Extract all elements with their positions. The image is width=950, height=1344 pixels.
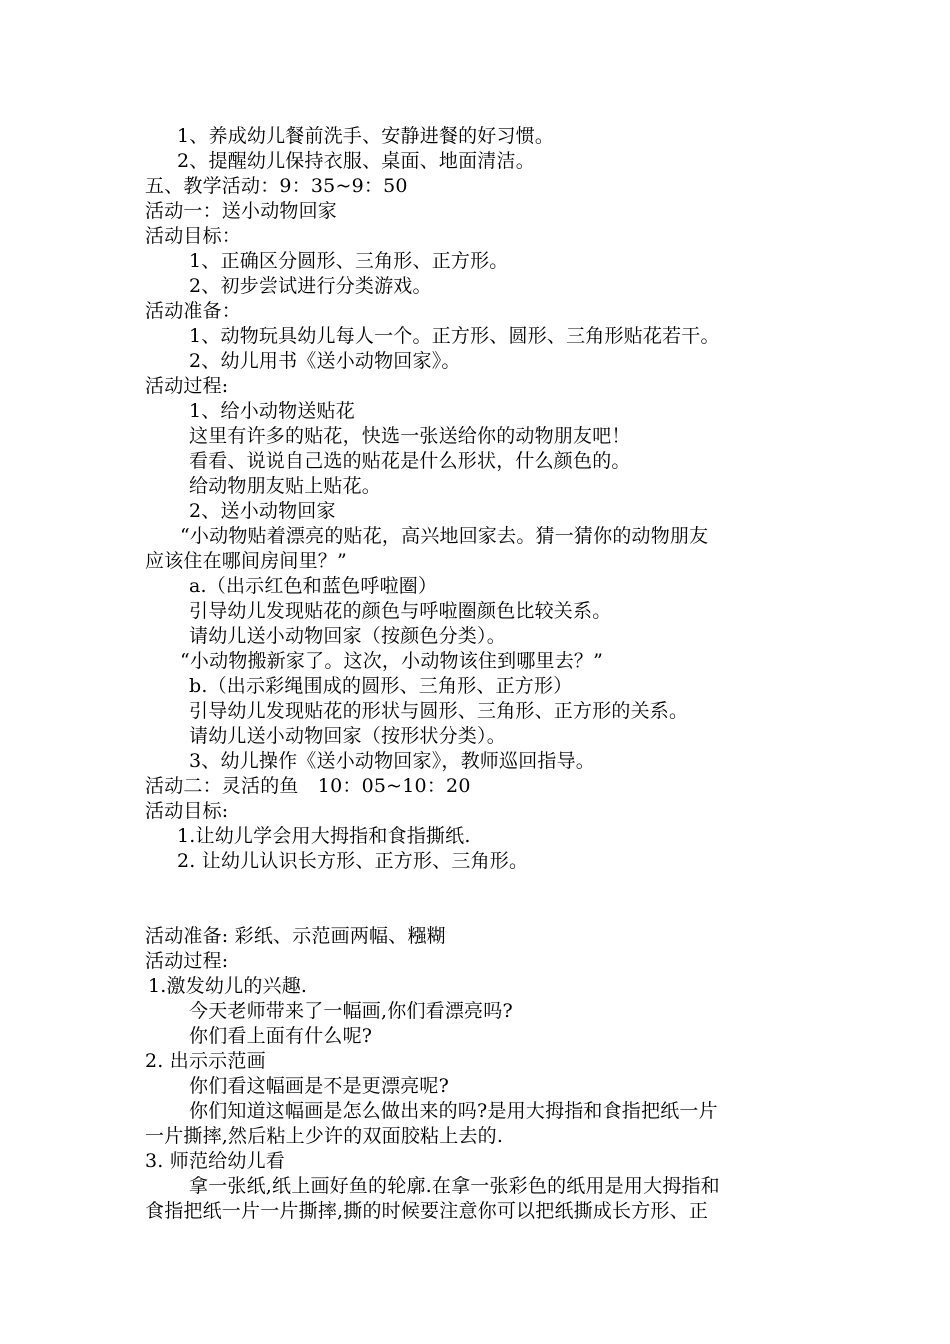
text-line: 1、养成幼儿餐前洗手、安静进餐的好习惯。 — [177, 125, 555, 147]
section-heading: 五、教学活动：9：35~9：50 — [145, 175, 408, 197]
text-line: 2、初步尝试进行分类游戏。 — [189, 275, 432, 297]
text-line: 2. 出示示范画 — [145, 1050, 266, 1072]
text-line: 3、幼儿操作《送小动物回家》，教师巡回指导。 — [189, 750, 595, 772]
text-line: 你们看这幅画是不是更漂亮呢? — [189, 1075, 449, 1097]
text-line: 3. 师范给幼儿看 — [145, 1150, 285, 1172]
text-line: 1、给小动物送贴花 — [189, 400, 355, 422]
text-line: 你们看上面有什么呢? — [189, 1025, 373, 1047]
subheading: 活动过程: — [145, 950, 229, 972]
subheading: 活动过程: — [145, 375, 229, 397]
text-line: 引导幼儿发现贴花的形状与圆形、三角形、正方形的关系。 — [189, 700, 689, 722]
activity-title: 活动一：送小动物回家 — [145, 200, 338, 222]
activity-title: 活动二：灵活的鱼 10：05~10：20 — [145, 775, 471, 797]
subheading: 活动目标： — [145, 225, 242, 247]
text-line: 1、动物玩具幼儿每人一个。正方形、圆形、三角形贴花若干。 — [189, 325, 720, 347]
text-line: 食指把纸一片一片撕摔,撕的时候要注意你可以把纸撕成长方形、正 — [145, 1200, 709, 1222]
text-line: 2、提醒幼儿保持衣服、桌面、地面清洁。 — [177, 150, 535, 172]
text-line: 2、送小动物回家 — [189, 500, 336, 522]
text-line: “小动物贴着漂亮的贴花，高兴地回家去。猜一猜你的动物朋友 — [180, 525, 709, 547]
text-line: 今天老师带来了一幅画,你们看漂亮吗? — [189, 1000, 513, 1022]
subheading: 活动目标: — [145, 800, 229, 822]
text-line: 这里有许多的贴花，快选一张送给你的动物朋友吧！ — [189, 425, 631, 447]
text-line: 请幼儿送小动物回家（按形状分类）。 — [189, 725, 506, 747]
text-line: 给动物朋友贴上贴花。 — [189, 475, 382, 497]
text-line: 应该住在哪间房间里？” — [145, 550, 347, 572]
text-line: 看看、说说自己选的贴花是什么形状，什么颜色的。 — [189, 450, 631, 472]
text-line: 1.让幼儿学会用大拇指和食指撕纸. — [177, 825, 471, 847]
subheading: 活动准备： — [145, 300, 242, 322]
text-line: 2. 让幼儿认识长方形、正方形、三角形。 — [177, 850, 529, 872]
text-line: “小动物搬新家了。这次，小动物该住到哪里去？” — [180, 650, 604, 672]
text-line: 一片撕摔,然后粘上少许的双面胶粘上去的. — [145, 1125, 504, 1147]
text-line: 你们知道这幅画是怎么做出来的吗?是用大拇指和食指把纸一片 — [189, 1100, 718, 1122]
subheading: 活动准备: 彩纸、示范画两幅、糨糊 — [145, 925, 446, 947]
text-line: 请幼儿送小动物回家（按颜色分类）。 — [189, 625, 506, 647]
text-line: 引导幼儿发现贴花的颜色与呼啦圈颜色比较关系。 — [189, 600, 612, 622]
text-line: a.（出示红色和蓝色呼啦圈） — [189, 575, 438, 597]
text-line: 2、幼儿用书《送小动物回家》。 — [189, 350, 461, 372]
text-line: b.（出示彩绳围成的圆形、三角形、正方形） — [189, 675, 573, 697]
text-line: 拿一张纸,纸上画好鱼的轮廓.在拿一张彩色的纸用是用大拇指和 — [189, 1175, 720, 1197]
text-line: 1、正确区分圆形、三角形、正方形。 — [189, 250, 509, 272]
text-line: 1.激发幼儿的兴趣. — [148, 975, 308, 997]
